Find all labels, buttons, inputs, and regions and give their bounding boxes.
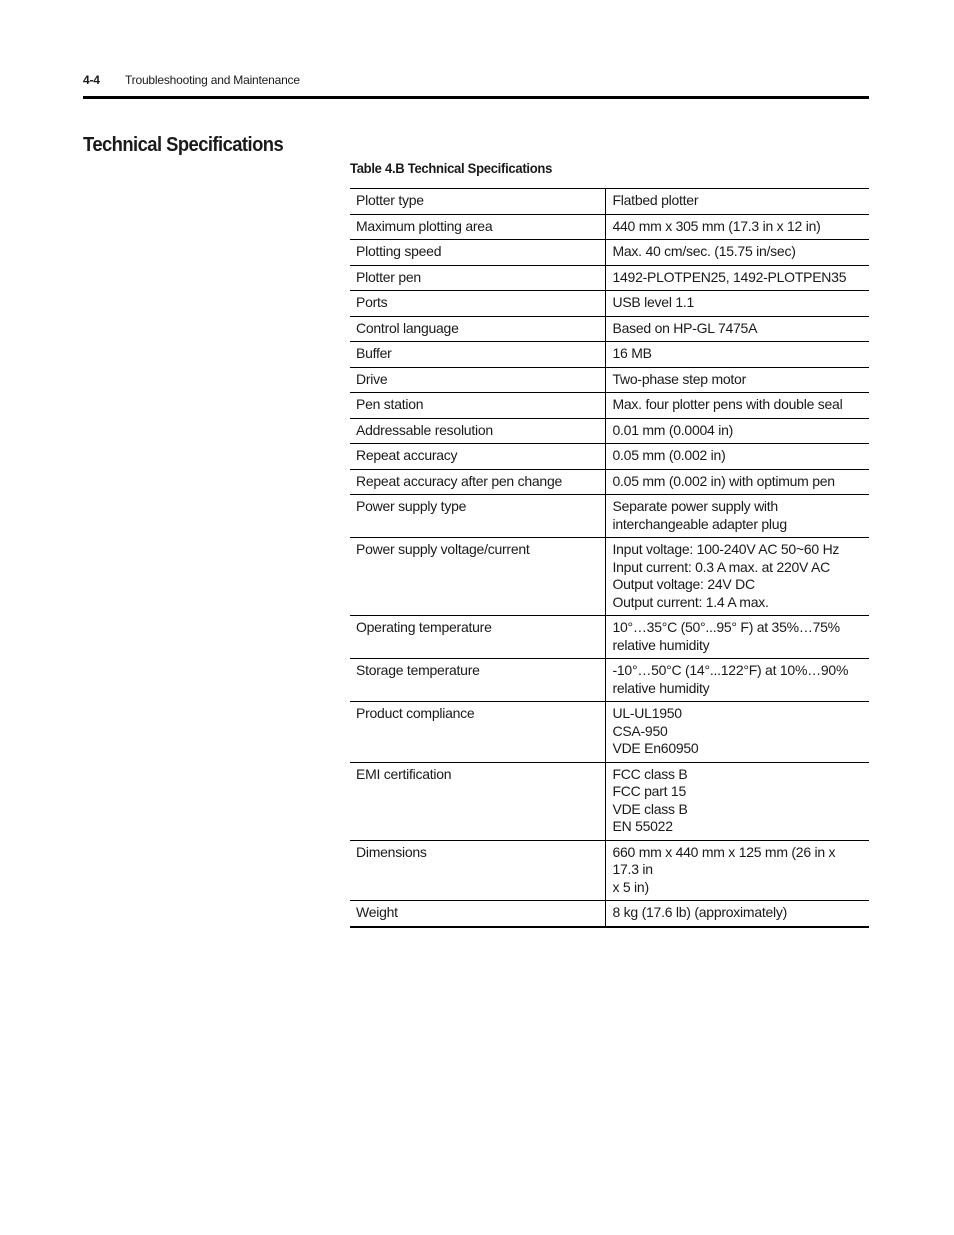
table-row: [350, 418, 869, 444]
spec-value-line: interchangeable adapter plug: [612, 515, 787, 532]
spec-value-line: 8 kg (17.6 lb) (approximately): [612, 904, 788, 920]
spec-label: EMI certification: [350, 762, 606, 840]
spec-value: [606, 214, 869, 240]
spec-label: Pen station: [350, 393, 606, 419]
spec-value: [606, 189, 869, 215]
spec-value-line: 16 MB: [612, 345, 652, 361]
chapter-title: Troubleshooting and Maintenance: [125, 73, 300, 87]
spec-value-line: CSA-950: [612, 722, 668, 739]
spec-value: [606, 316, 869, 342]
table-row: [350, 240, 869, 266]
spec-value-line: 0.05 mm (0.002 in) with optimum pen: [612, 472, 835, 489]
table-row: [350, 291, 869, 317]
spec-value: [606, 444, 869, 470]
spec-label: Operating temperature: [350, 616, 606, 659]
spec-label: Power supply type: [350, 495, 606, 538]
spec-label: Maximum plotting area: [350, 214, 606, 240]
spec-table: [350, 188, 869, 928]
spec-value-line: Based on HP-GL 7475A: [612, 319, 758, 336]
spec-value: [606, 538, 869, 616]
table-row: [350, 616, 869, 659]
spec-value-line: VDE En60950: [612, 740, 699, 756]
table-row: [350, 342, 869, 368]
spec-label: Drive: [350, 367, 606, 393]
spec-value-line: 440 mm x 305 mm (17.3 in x 12 in): [612, 217, 821, 234]
spec-value-line: Output current: 1.4 A max.: [612, 593, 769, 610]
spec-value-line: Flatbed plotter: [612, 192, 699, 208]
table-row: [350, 367, 869, 393]
table-row: [350, 840, 869, 901]
spec-label: Plotting speed: [350, 240, 606, 266]
spec-label: Power supply voltage/current: [350, 538, 606, 616]
spec-value-line: 10°…35°C (50°...95° F) at 35%…75%: [612, 619, 840, 635]
section-title: Technical Specifications: [83, 134, 284, 156]
spec-value: [606, 762, 869, 840]
table-row: [350, 469, 869, 495]
spec-value-line: Max. 40 cm/sec. (15.75 in/sec): [612, 243, 796, 259]
table-row: [350, 762, 869, 840]
spec-value: [606, 342, 869, 368]
spec-label: Storage temperature: [350, 659, 606, 702]
spec-label: Ports: [350, 291, 606, 317]
spec-value-line: FCC class B: [612, 765, 688, 782]
spec-value: [606, 291, 869, 317]
spec-label: Buffer: [350, 342, 606, 368]
table-row: [350, 265, 869, 291]
spec-value-line: Two-phase step motor: [612, 370, 746, 387]
table-row: [350, 901, 869, 927]
spec-value-line: FCC part 15: [612, 783, 686, 799]
spec-label: Weight: [350, 901, 606, 927]
spec-value: [606, 901, 869, 927]
spec-value: [606, 418, 869, 444]
spec-value-line: EN 55022: [612, 818, 673, 834]
spec-value: [606, 367, 869, 393]
table-row: [350, 495, 869, 538]
spec-label: Control language: [350, 316, 606, 342]
table-row: [350, 393, 869, 419]
spec-value-line: Input voltage: 100-240V AC 50~60 Hz: [612, 541, 840, 557]
table-caption: Table 4.B Technical Specifications: [350, 160, 553, 176]
spec-value-line: 1492-PLOTPEN25, 1492-PLOTPEN35: [612, 268, 847, 285]
spec-value: [606, 469, 869, 495]
spec-value-line: relative humidity: [612, 636, 710, 653]
spec-value-line: VDE class B: [612, 800, 688, 817]
spec-value-line: UL-UL1950: [612, 705, 682, 721]
spec-value: [606, 495, 869, 538]
spec-label: Plotter type: [350, 189, 606, 215]
table-row: [350, 214, 869, 240]
spec-value: [606, 616, 869, 659]
table-row: [350, 659, 869, 702]
spec-label: Repeat accuracy: [350, 444, 606, 470]
spec-value: [606, 265, 869, 291]
spec-value-line: Output voltage: 24V DC: [612, 576, 755, 592]
spec-value: [606, 240, 869, 266]
table-row: [350, 702, 869, 763]
spec-label: Repeat accuracy after pen change: [350, 469, 606, 495]
spec-value: [606, 840, 869, 901]
table-row: [350, 444, 869, 470]
spec-value-line: 0.01 mm (0.0004 in): [612, 421, 734, 438]
spec-label: Product compliance: [350, 702, 606, 763]
spec-table-body: [350, 189, 869, 927]
spec-value-line: Max. four plotter pens with double seal: [612, 396, 843, 412]
spec-value-line: 660 mm x 440 mm x 125 mm (26 in x 17.3 in: [612, 843, 836, 877]
header-rule: [83, 96, 869, 99]
spec-value: [606, 702, 869, 763]
spec-value-line: x 5 in): [612, 878, 649, 895]
spec-value-line: relative humidity: [612, 679, 710, 696]
spec-label: Plotter pen: [350, 265, 606, 291]
spec-value-line: -10°…50°C (14°...122°F) at 10%…90%: [612, 662, 849, 678]
table-row: [350, 316, 869, 342]
spec-value-line: 0.05 mm (0.002 in): [612, 447, 726, 463]
spec-label: Addressable resolution: [350, 418, 606, 444]
page-header: [83, 73, 869, 97]
table-row: [350, 189, 869, 215]
page-number: 4-4: [83, 73, 100, 87]
spec-value: [606, 659, 869, 702]
spec-value: [606, 393, 869, 419]
spec-value-line: USB level 1.1: [612, 294, 695, 310]
table-row: [350, 538, 869, 616]
spec-value-line: Separate power supply with: [612, 498, 778, 514]
spec-label: Dimensions: [350, 840, 606, 901]
spec-value-line: Input current: 0.3 A max. at 220V AC: [612, 558, 830, 575]
